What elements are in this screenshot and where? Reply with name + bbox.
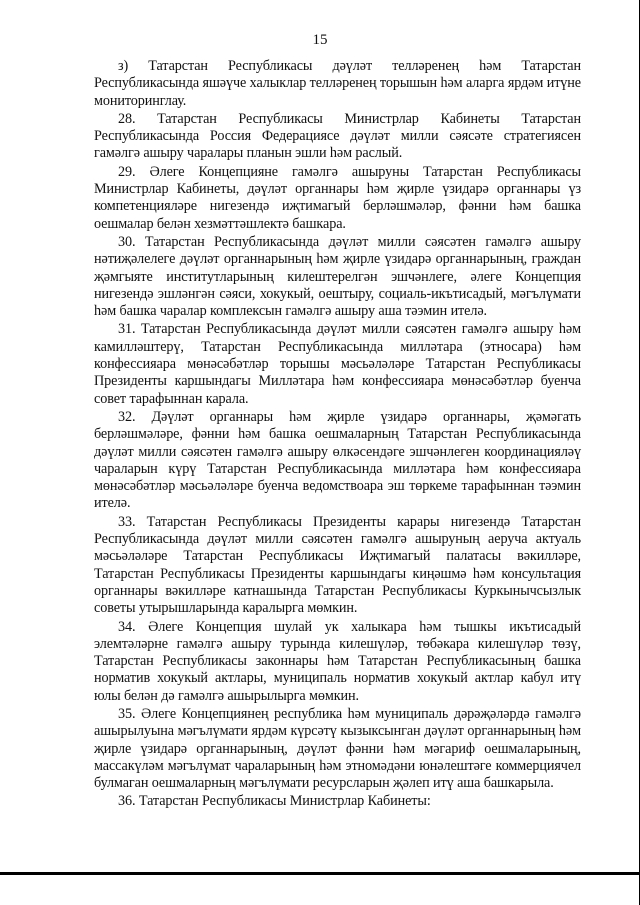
- paragraph-z: з) Татарстан Республикасы дәүләт телләренең һәм Татарстан Республикасында яшәүче халыклар телләренең торышын һәм аларга ярдәм итүне мониторинглау.: [94, 58, 581, 109]
- paragraph-32: 32. Дәүләт органнары һәм җирле үзидарә органнары, җәмәгать берләшмәләре, фәнни һәм башка оешмаларның Татарстан Республикасында дәүләт милли сәясәтен гамәлгә ашыру өлкәсендәге эшчәнлеген координацияләү чараларын күрү Татарстан Республикасында милләтара һәм конфессияара мөнәсәбәтләр мәсьәләләре буенча ведомствоара эш төркеме тарафыннан тәэмин ителә.: [94, 408, 581, 512]
- scan-edge-bottom: [0, 872, 640, 875]
- paragraph-28: 28. Татарстан Республикасы Министрлар Кабинеты Татарстан Республикасында Россия Федерациясе дәүләт милли сәясәте стратегиясен гамәлгә ашыру чаралары планын эшли һәм раслый.: [94, 110, 581, 162]
- paragraph-34: 34. Әлеге Концепция шулай ук халыкара һәм тышкы икътисадый элемтәләрне гамәлгә ашыру турында килешүләр, төбәкара килешүләр төзү, Татарстан Республикасы законнары һәм Татарстан Республикасының башка норматив хокукый актлары, муниципаль норматив хокукый актлар кабул итү юлы белән дә гамәлгә ашырылырга мөмкин.: [94, 618, 581, 704]
- document-body: [94, 58, 581, 812]
- paragraph-30: 30. Татарстан Республикасында дәүләт милли сәясәтен гамәлгә ашыру нәтиҗәлелеге дәүләт органнарының һәм җирле үзидарә органнарының, граждан җәмгыяте институтларының килештерелгән эшчәнлеге, әлеге Концепция нигезендә эшләнгән сәяси, хокукый, оештыру, социаль-икътисадый, мәгълүмати һәм башка чаралар комплексын гамәлгә ашыру аша тәэмин ителә.: [94, 233, 581, 320]
- paragraph-29: 29. Әлеге Концепцияне гамәлгә ашыруны Татарстан Республикасы Министрлар Кабинеты, дәүләт органнары һәм җирле үзидарә органнары үз компетенцияләре нигезендә иҗтимагый берләшмәләр, фәнни һәм башка оешмалар белән хезмәттәшлектә башкара.: [94, 163, 581, 232]
- paragraph-31: 31. Татарстан Республикасында дәүләт милли сәясәтен гамәлгә ашыру һәм камилләштерү, Татарстан Республикасында милләтара (этносара) һәм конфессияара мөнәсәбәтләр торышы мәсьәләләре Татарстан Республикасы Президенты каршындагы Милләтара һәм конфессияара мөнәсәбәтләр буенча совет тарафыннан карала.: [94, 321, 581, 407]
- paragraph-33: 33. Татарстан Республикасы Президенты карары нигезендә Татарстан Республикасында дәүләт милли сәясәтен гамәлгә ашыруның аеруча актуаль мәсьәләләре Татарстан Республикасы Иҗтимагый палатасы вәкилләре, Татарстан Республикасы Президенты каршындагы киңәшмә һәм консультация органнары вәкилләре катнашында Татарстан Республикасы Куркынычсызлык советы утырышларында каралырга мөмкин.: [94, 513, 581, 617]
- paragraph-36: 36. Татарстан Республикасы Министрлар Кабинеты:: [118, 793, 431, 810]
- page-number: 15: [312, 32, 328, 48]
- paragraph-35: 35. Әлеге Концепциянең республика һәм муниципаль дәрәҗәләрдә гамәлгә ашырылуына мәгълүмати ярдәм күрсәтү кызыксынган дәүләт органнарының һәм җирле үзидарә органнарының, дәүләт фәнни һәм мәгариф оешмаларының, массакүләм мәгълүмат чараларының һәм этномәдәни юнәлештәге коммерциячел булмаган оешмаларның мәгълүмати ресурсларын җәлеп итү аша башкарыла.: [94, 705, 581, 792]
